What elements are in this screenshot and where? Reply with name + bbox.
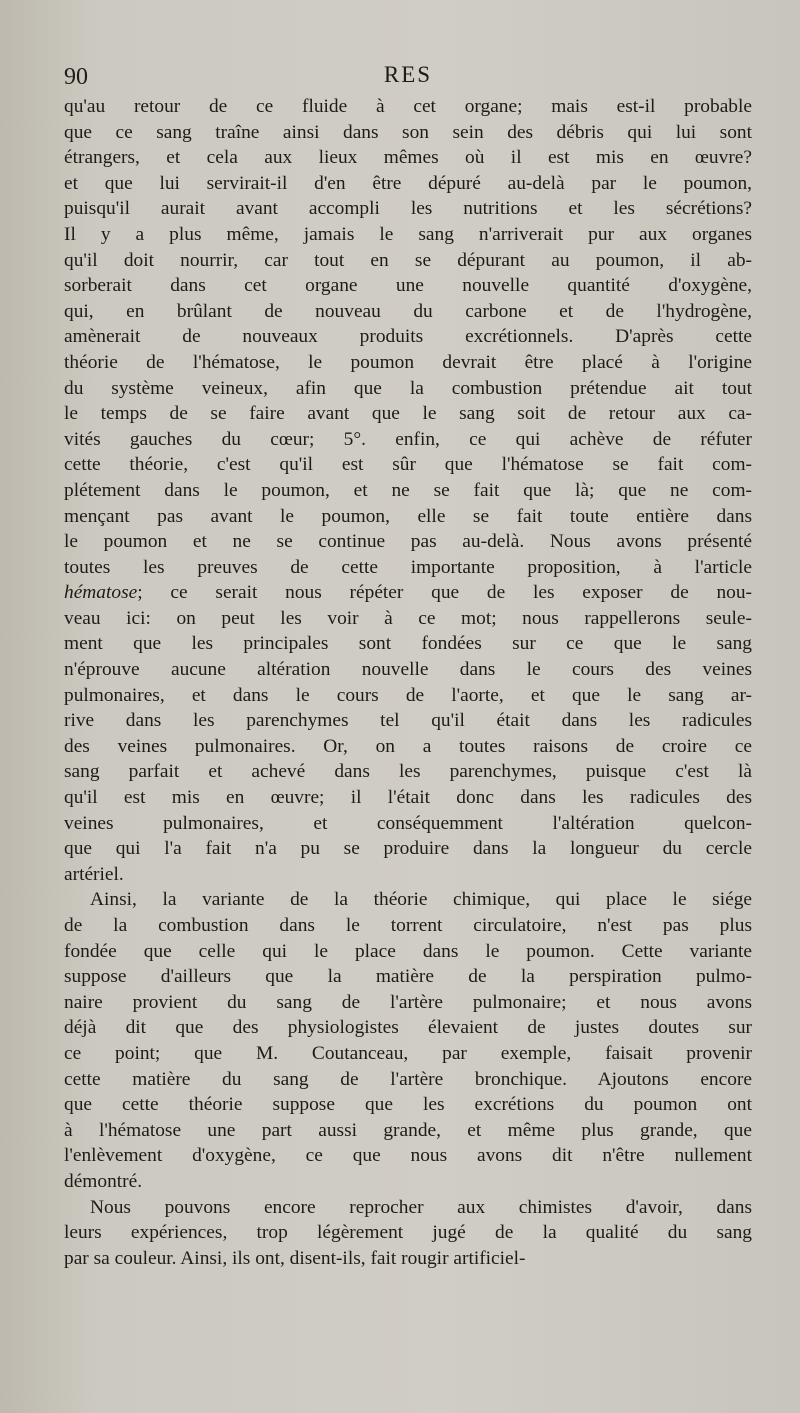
page-number: 90 — [64, 64, 88, 90]
text-line: de la combustion dans le torrent circulatoire, n'est pas plus — [64, 915, 752, 936]
text-line: puisqu'il aurait avant accompli les nutritions et les sécrétions? — [64, 198, 752, 220]
text-body — [64, 94, 752, 1271]
text-line: des veines pulmonaires. Or, on a toutes raisons de croire ce — [64, 735, 752, 757]
text-line: hématose; ce serait nous répéter que de les exposer de nou- — [64, 582, 752, 604]
text-line: veines pulmonaires, et conséquemment l'altération quelcon- — [64, 812, 752, 834]
text-line: leurs expériences, trop légèrement jugé de la qualité du sang — [64, 1222, 752, 1244]
text-line: artériel. — [64, 863, 124, 885]
text-line: sang parfait et achevé dans les parenchymes, puisque c'est là — [64, 761, 752, 783]
text-line: qui, en brûlant de nouveau du carbone et de l'hydrogène, — [64, 300, 752, 322]
text-line: fondée que celle qui le place dans le poumon. Cette variante — [64, 940, 752, 962]
text-line: que cette théorie suppose que les excrétions du poumon ont — [64, 1094, 752, 1116]
text-line: pulmonaires, et dans le cours de l'aorte, et que le sang ar- — [64, 684, 752, 706]
text-line: mençant pas avant le poumon, elle se fait toute entière dans — [64, 505, 752, 527]
paragraph — [64, 94, 752, 887]
text-line: Il y a plus même, jamais le sang n'arriverait pur aux organes — [64, 223, 752, 245]
text-line: veau ici: on peut les voir à ce mot; nous rappellerons seule- — [64, 607, 752, 629]
text-line: plétement dans le poumon, et ne se fait que là; que ne com- — [64, 479, 752, 501]
paragraph — [64, 887, 752, 1194]
text-line: naire provient du sang de l'artère pulmonaire; et nous avons — [64, 991, 752, 1013]
text-line: sorberait dans cet organe une nouvelle quantité d'oxygène, — [64, 275, 752, 297]
text-line: que ce sang traîne ainsi dans son sein des débris qui lui sont — [64, 121, 752, 143]
text-line: le poumon et ne se continue pas au-delà. Nous avons présenté — [64, 531, 752, 553]
text-line: vités gauches du cœur; 5°. enfin, ce qui achève de réfuter — [64, 428, 752, 450]
text-line: toutes les preuves de cette importante proposition, à l'article — [64, 556, 752, 578]
text-line: ment que les principales sont fondées sur ce que le sang — [64, 633, 752, 655]
text-line: l'enlèvement d'oxygène, ce que nous avons dit n'être nullement — [64, 1145, 752, 1167]
text-line: qu'il est mis en œuvre; il l'était donc dans les radicules des — [64, 787, 752, 809]
text-line: amènerait de nouveaux produits excrétionnels. D'après cette — [64, 326, 752, 348]
running-head: RES — [383, 62, 433, 87]
text-line: déjà dit que des physiologistes élevaient de justes doutes sur — [64, 1017, 752, 1039]
text-line: cette matière du sang de l'artère bronchique. Ajoutons encore — [64, 1068, 752, 1090]
text-line: étrangers, et cela aux lieux mêmes où il est mis en œuvre? — [64, 147, 752, 169]
text-line: cette théorie, c'est qu'il est sûr que l'hématose se fait com- — [64, 454, 752, 476]
text-line: suppose d'ailleurs que la matière de la perspiration pulmo- — [64, 966, 752, 988]
page-header — [64, 58, 752, 92]
text-line: qu'au retour de ce fluide à cet organe; mais est-il probable — [64, 96, 752, 117]
text-line: que qui l'a fait n'a pu se produire dans la longueur du cercle — [64, 838, 752, 860]
text-line: le temps de se faire avant que le sang soit de retour aux ca- — [64, 403, 752, 425]
text-line: Ainsi, la variante de la théorie chimique, qui place le siége — [90, 889, 752, 911]
paragraph — [64, 1195, 752, 1272]
text-line: qu'il doit nourrir, car tout en se dépurant au poumon, il ab- — [64, 249, 752, 271]
text-line: démontré. — [64, 1170, 143, 1192]
text-line: et que lui servirait-il d'en être dépuré au-delà par le poumon, — [64, 172, 752, 194]
text-line: par sa couleur. Ainsi, ils ont, disent-ils, fait rougir artificiel- — [64, 1247, 526, 1269]
text-line: rive dans les parenchymes tel qu'il était dans les radicules — [64, 710, 752, 732]
text-line: à l'hématose une part aussi grande, et même plus grande, que — [64, 1119, 752, 1141]
text-line: ce point; que M. Coutanceau, par exemple, faisait provenir — [64, 1042, 752, 1064]
text-line: théorie de l'hématose, le poumon devrait être placé à l'origine — [64, 351, 752, 373]
text-line: n'éprouve aucune altération nouvelle dans le cours des veines — [64, 659, 752, 681]
text-line: du système veineux, afin que la combustion prétendue ait tout — [64, 377, 752, 399]
text-line: Nous pouvons encore reprocher aux chimistes d'avoir, dans — [90, 1196, 752, 1218]
